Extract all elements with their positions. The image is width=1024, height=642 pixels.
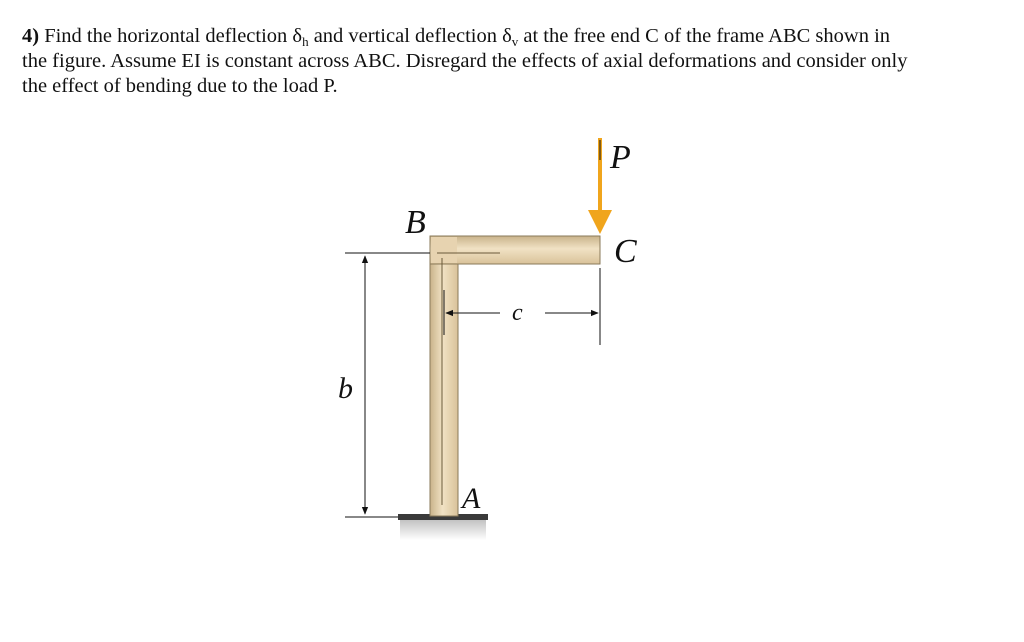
ground-shadow — [400, 518, 486, 540]
label-A: A — [462, 482, 481, 515]
problem-line-2: the figure. Assume EI is constant across ABC. Disregard the effects of axial deformations and consider only — [22, 50, 908, 72]
label-b: b — [338, 372, 353, 405]
text-1a: Find the horizontal deflection δ — [39, 25, 303, 47]
label-c: c — [512, 300, 523, 326]
load-arrow-head — [588, 210, 612, 234]
problem-number: 4) — [22, 25, 40, 47]
column-AB — [430, 236, 458, 516]
problem-line-3: the effect of bending due to the load P. — [22, 75, 338, 97]
label-C: C — [614, 233, 637, 270]
label-P: P — [610, 139, 631, 176]
label-B: B — [405, 204, 426, 241]
text-1b: and vertical deflection δ — [308, 25, 512, 47]
text-1c: at the free end C of the frame ABC shown in — [518, 25, 891, 47]
subscript-v: v — [511, 34, 519, 49]
joint-B — [431, 237, 457, 263]
subscript-h: h — [302, 34, 309, 49]
